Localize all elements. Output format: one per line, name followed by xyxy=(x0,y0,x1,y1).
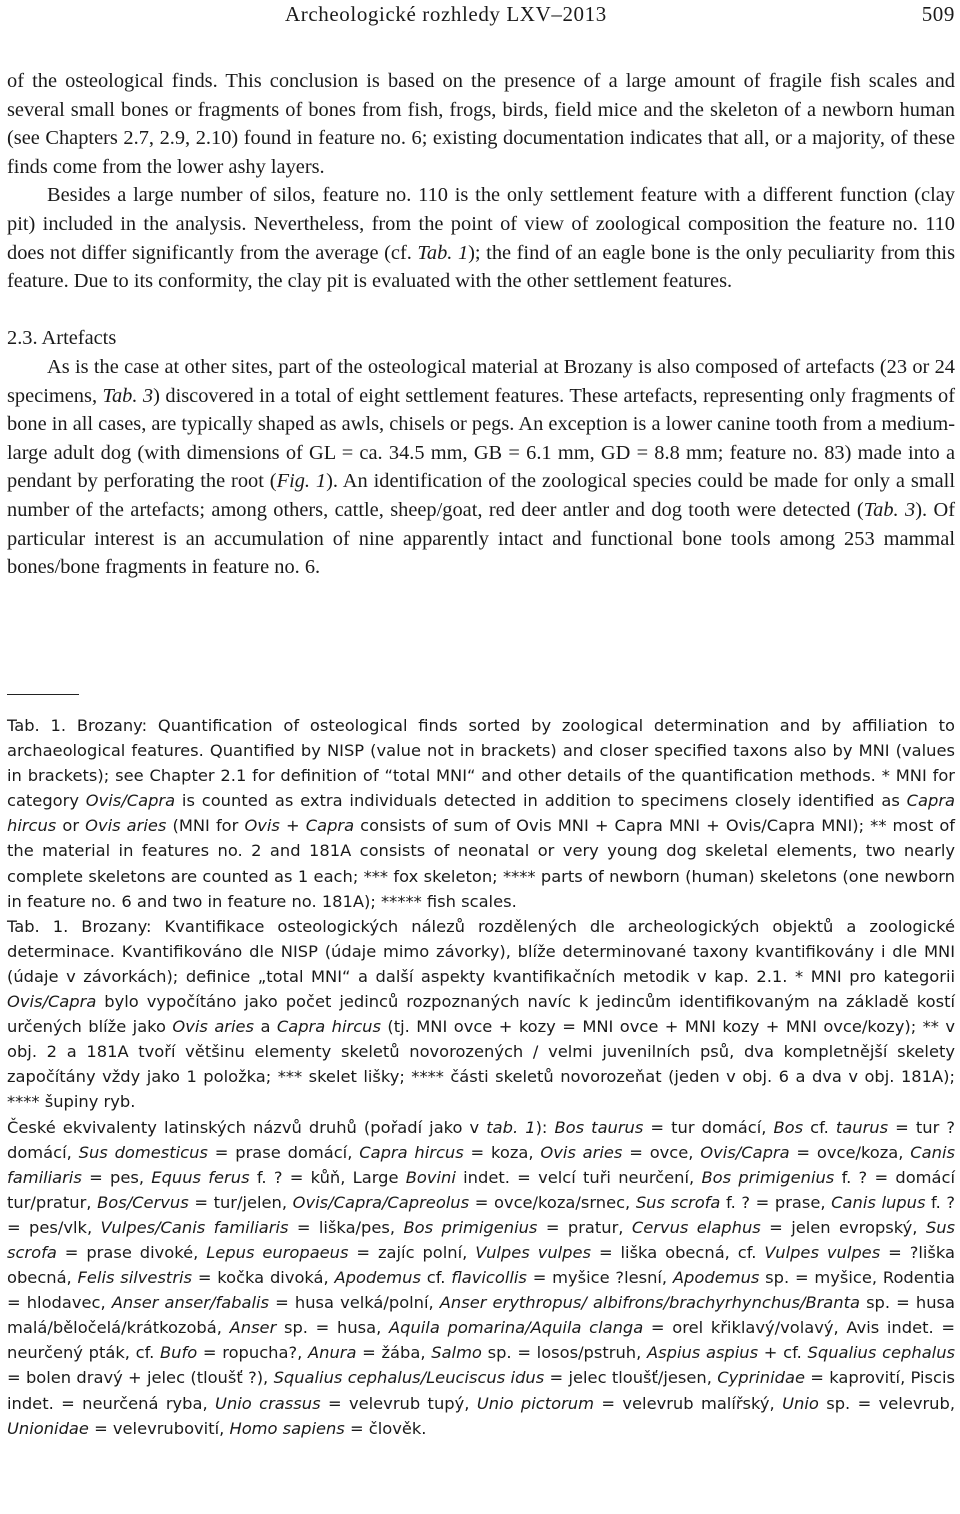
text-run: = bolen dravý + jelec (tloušť ?), xyxy=(7,1368,274,1388)
latin-term: Ovis/Capra xyxy=(700,1142,790,1162)
page-number: 509 xyxy=(921,2,955,26)
text-run: = pes, xyxy=(81,1167,152,1187)
latin-term: Unionidae xyxy=(7,1418,89,1438)
latin-term: Sus domesticus xyxy=(78,1142,208,1162)
paragraph-feature-6: of the osteological finds. This conclusion is based on the presence of a large amount of fragile fish scales and several small bones or fragments of bones from fish, frogs, birds, field mice and the skeleton of a newborn human (see Chapters 2.7, 2.9, 2.10) found in feature no. 6; existing documentation indicates that all, or a majority, of these finds come from the lower ashy layers. xyxy=(7,70,955,178)
latin-term: Unio crassus xyxy=(215,1393,321,1413)
text-run: f. ? = domácí tur/pratur, xyxy=(7,1167,955,1212)
text-run: (MNI for xyxy=(166,816,245,836)
text-run: = pratur, xyxy=(537,1217,632,1237)
text-run: = žába, xyxy=(356,1343,432,1363)
latin-term: Bovini xyxy=(405,1167,456,1187)
latin-term: Apodemus xyxy=(334,1268,421,1288)
latin-term: Anser anser/fabalis xyxy=(111,1293,270,1313)
latin-term: Bufo xyxy=(160,1343,198,1363)
latin-term: Unio xyxy=(782,1393,819,1413)
latin-term: tab. 1 xyxy=(486,1117,536,1137)
text-run: = velevrubovití, xyxy=(88,1418,230,1438)
text-run: cf. xyxy=(803,1117,836,1137)
text-run: = ropucha?, xyxy=(197,1343,308,1363)
latin-term: Vulpes vulpes xyxy=(764,1242,881,1262)
latin-term: Sus scrofa xyxy=(635,1192,721,1212)
latin-term: flavicollis xyxy=(451,1268,527,1288)
latin-term: Capra hircus xyxy=(7,791,955,836)
text-run: consists of sum of Ovis MNI + Capra MNI + Ovis/Capra MNI); ** most of the material in features no. 2 and 181A consists of neonatal or very young dog skeletal elements, two nearly complete skeletons are counted as 1 each; *** fox skeleton; **** parts of newborn (human) skeletons (one newborn in feature no. 6 and two in feature no. 181A); ***** fish scales. xyxy=(7,816,956,911)
latin-term: Vulpes vulpes xyxy=(475,1242,592,1262)
text-run: = liška/pes, xyxy=(288,1217,404,1237)
text-run: = prase domácí, xyxy=(207,1142,360,1162)
text-run: = prase divoké, xyxy=(56,1242,207,1262)
text-run: a xyxy=(254,1017,277,1037)
text-run: = velevrub tupý, xyxy=(320,1393,477,1413)
latin-term: Canis familiaris xyxy=(7,1142,955,1187)
text-run: sp. = velevrub, xyxy=(818,1393,955,1413)
latin-term: Bos taurus xyxy=(554,1117,644,1137)
running-head xyxy=(7,2,955,30)
latin-term: Squalius cephalus xyxy=(807,1343,955,1363)
text-run: = husa velká/polní, xyxy=(269,1293,440,1313)
latin-term: Squalius cephalus/Leuciscus idus xyxy=(273,1368,545,1388)
latin-term: Anser xyxy=(229,1318,277,1338)
latin-term: Homo sapiens xyxy=(229,1418,345,1438)
latin-term: Vulpes/Canis familiaris xyxy=(100,1217,289,1237)
text-run: or xyxy=(56,816,86,836)
text-run: f. ? = pes/vlk, xyxy=(7,1192,956,1237)
latin-term: taurus xyxy=(835,1117,889,1137)
text-run: Tab. 1. Brozany: Kvantifikace osteologických nálezů rozdělených dle archeologických objektů a zoologické determinace. Kvantifikováno dle NISP (údaje mimo závorky), blíže determinované taxony kvantifikovány i dle MNI (údaje v závorkách); definice „total MNI“ a další aspekty kvantifikačních metodik v kap. 2.1. * MNI pro kategorii xyxy=(7,916,955,986)
latin-term: Bos/Cervus xyxy=(97,1192,189,1212)
latin-term: Ovis/Capra xyxy=(85,791,176,811)
text-run: = kočka divoká, xyxy=(192,1268,335,1288)
table-ref: Tab. 3 xyxy=(102,384,154,407)
text-run: Tab. 1. Brozany: Quantification of osteological finds sorted by zoological determination and by affiliation to archaeological features. Quantified by NISP (value not in brackets) and closer specified taxons also by MNI (values in brackets); see Chapter 2.1 for definition of “total MNI“ and other details of the quantification methods. * MNI for category xyxy=(7,716,955,811)
footnote-divider xyxy=(7,694,79,695)
section-heading-artefacts: 2.3. Artefacts xyxy=(7,327,117,350)
text-run: As is the case at other sites, part of the osteological material at Brozany is also composed of artefacts (23 or 24 specimens, xyxy=(7,355,955,407)
caption-species-names xyxy=(7,1115,955,1441)
text-run: ). An identification of the zoological species could be made for only a small number of the artefacts; among others, cattle, sheep/goat, red deer antler and dog tooth were detected ( xyxy=(7,470,955,521)
latin-term: Aquila pomarina/Aquila clanga xyxy=(388,1318,644,1338)
latin-term: Aspius aspius xyxy=(646,1343,759,1363)
caption-english xyxy=(7,713,955,914)
latin-term: Anser erythropus/ albifrons/brachyrhynchus/Branta xyxy=(439,1293,860,1313)
text-run: = myšice ?lesní, xyxy=(526,1268,673,1288)
latin-term: Canis lupus xyxy=(831,1192,926,1212)
text-run: = ovce/koza, xyxy=(789,1142,911,1162)
text-run: = orel křiklavý/volavý, Avis indet. = neurčený pták, cf. xyxy=(7,1318,956,1363)
journal-title: Archeologické rozhledy LXV–2013 xyxy=(285,2,607,26)
text-run: Besides a large number of silos, feature no. 110 is the only settlement feature with a different function (clay pit) included in the analysis. Nevertheless, from the point of view of zoological composition the feature no. 110 does not differ significantly from the average (cf. xyxy=(7,184,955,264)
latin-term: Bos xyxy=(773,1117,804,1137)
latin-term: Felis silvestris xyxy=(77,1268,193,1288)
text-run: ); the find of an eagle bone is the only peculiarity from this feature. Due to its conformity, the clay pit is evaluated with the other settlement features. xyxy=(7,241,956,293)
latin-term: Ovis aries xyxy=(172,1017,255,1037)
latin-term: Sus scrofa xyxy=(7,1217,955,1262)
text-run: = ?liška obecná, xyxy=(7,1242,955,1288)
latin-term: Capra hircus xyxy=(359,1142,464,1162)
text-run: = tur domácí, xyxy=(643,1117,774,1137)
latin-term: Ovis/Capra/Capreolus xyxy=(292,1192,470,1212)
table-ref: Tab. 3 xyxy=(863,498,916,521)
text-run: f. ? = prase, xyxy=(720,1192,832,1212)
text-run: ). Of particular interest is an accumulation of nine apparently intact and functional bone tools among 253 mammal bones/bone fragments in feature no. 6. xyxy=(7,498,955,579)
paragraph-artefacts xyxy=(7,353,955,582)
caption-czech xyxy=(7,914,955,1115)
text-run: sp. = husa malá/běločelá/krátkozobá, xyxy=(7,1293,956,1338)
text-run: = velevrub malířský, xyxy=(593,1393,783,1413)
text-run: cf. xyxy=(420,1268,452,1288)
text-run: = jelen evropský, xyxy=(760,1217,926,1237)
text-run: + xyxy=(279,816,306,836)
latin-term: Anura xyxy=(308,1343,357,1363)
latin-term: Equus ferus xyxy=(151,1167,250,1187)
latin-term: Capra hircus xyxy=(276,1017,381,1037)
text-run: + cf. xyxy=(758,1343,808,1363)
table-captions xyxy=(7,713,955,1441)
text-run: sp. = myšice, Rodentia = hlodavec, xyxy=(7,1268,955,1313)
latin-term: Bos primigenius xyxy=(403,1217,538,1237)
figure-ref: Fig. 1 xyxy=(276,470,327,493)
text-run: = člověk. xyxy=(344,1418,427,1438)
latin-term: Cervus elaphus xyxy=(631,1217,761,1237)
text-run: ): xyxy=(535,1117,555,1137)
latin-term: Ovis aries xyxy=(540,1142,623,1162)
latin-term: Apodemus xyxy=(672,1268,760,1288)
text-run: sp. = losos/pstruh, xyxy=(481,1343,647,1363)
latin-term: Unio pictorum xyxy=(476,1393,594,1413)
text-run: ) discovered in a total of eight settlement features. These artefacts, representing only fragments of bone in all cases, are typically shaped as awls, chisels or pegs. An exception is a lower canine tooth from a medium-large adult dog (with dimensions of GL = ca. 34.5 mm, GB = 6.1 mm, GD = 8.8 mm; feature no. 83) made into a pendant by perforating the root ( xyxy=(7,384,956,493)
text-run: = tur/jelen, xyxy=(188,1192,293,1212)
text-run: = jelec tloušť/jesen, xyxy=(544,1368,718,1388)
text-run: = kaprovití, Piscis indet. = neurčená ryba, xyxy=(7,1368,955,1413)
text-run: České ekvivalenty latinských názvů druhů (pořadí jako v xyxy=(7,1117,487,1137)
text-run: is counted as extra individuals detected in addition to specimens closely identified as xyxy=(175,791,907,811)
text-run: (tj. MNI ovce + kozy = MNI ovce + MNI kozy + MNI ovce/kozy); ** v obj. 2 a 181A tvoří většinu elementy skeletů novorozených / velmi juvenilních psů, dva kompletnější skelety započítány vždy jako 1 položka; *** skelet lišky; **** části skeletů novorozeňat (jeden v obj. 6 a dva v obj. 181A); **** šupiny ryb. xyxy=(7,1017,955,1112)
latin-term: Salmo xyxy=(431,1343,482,1363)
latin-term: Lepus europaeus xyxy=(206,1242,349,1262)
text-run: indet. = velcí tuři neurčení, xyxy=(455,1167,702,1187)
text-run: = zajíc polní, xyxy=(348,1242,476,1262)
text-run: = koza, xyxy=(463,1142,541,1162)
text-run: bylo vypočítáno jako počet jedinců rozpoznaných navíc k jedincům identifikovaným na základě kostí určených blíže jako xyxy=(7,992,955,1037)
latin-term: Bos primigenius xyxy=(701,1167,835,1187)
paragraph-clay-pit xyxy=(7,181,955,295)
text-run: sp. = husa, xyxy=(276,1318,389,1338)
text-run: f. ? = kůň, Large xyxy=(249,1167,406,1187)
text-run: = ovce/koza/srnec, xyxy=(469,1192,636,1212)
body-text xyxy=(7,67,955,582)
latin-term: Ovis xyxy=(244,816,280,836)
latin-term: Ovis aries xyxy=(85,816,167,836)
latin-term: Cyprinidae xyxy=(717,1368,805,1388)
table-ref: Tab. 1 xyxy=(417,241,469,264)
text-run: = ovce, xyxy=(622,1142,701,1162)
text-run: = liška obecná, cf. xyxy=(591,1242,765,1262)
latin-term: Ovis/Capra xyxy=(7,992,97,1012)
text-run: = tur ?domácí, xyxy=(7,1117,956,1162)
latin-term: Capra xyxy=(305,816,355,836)
